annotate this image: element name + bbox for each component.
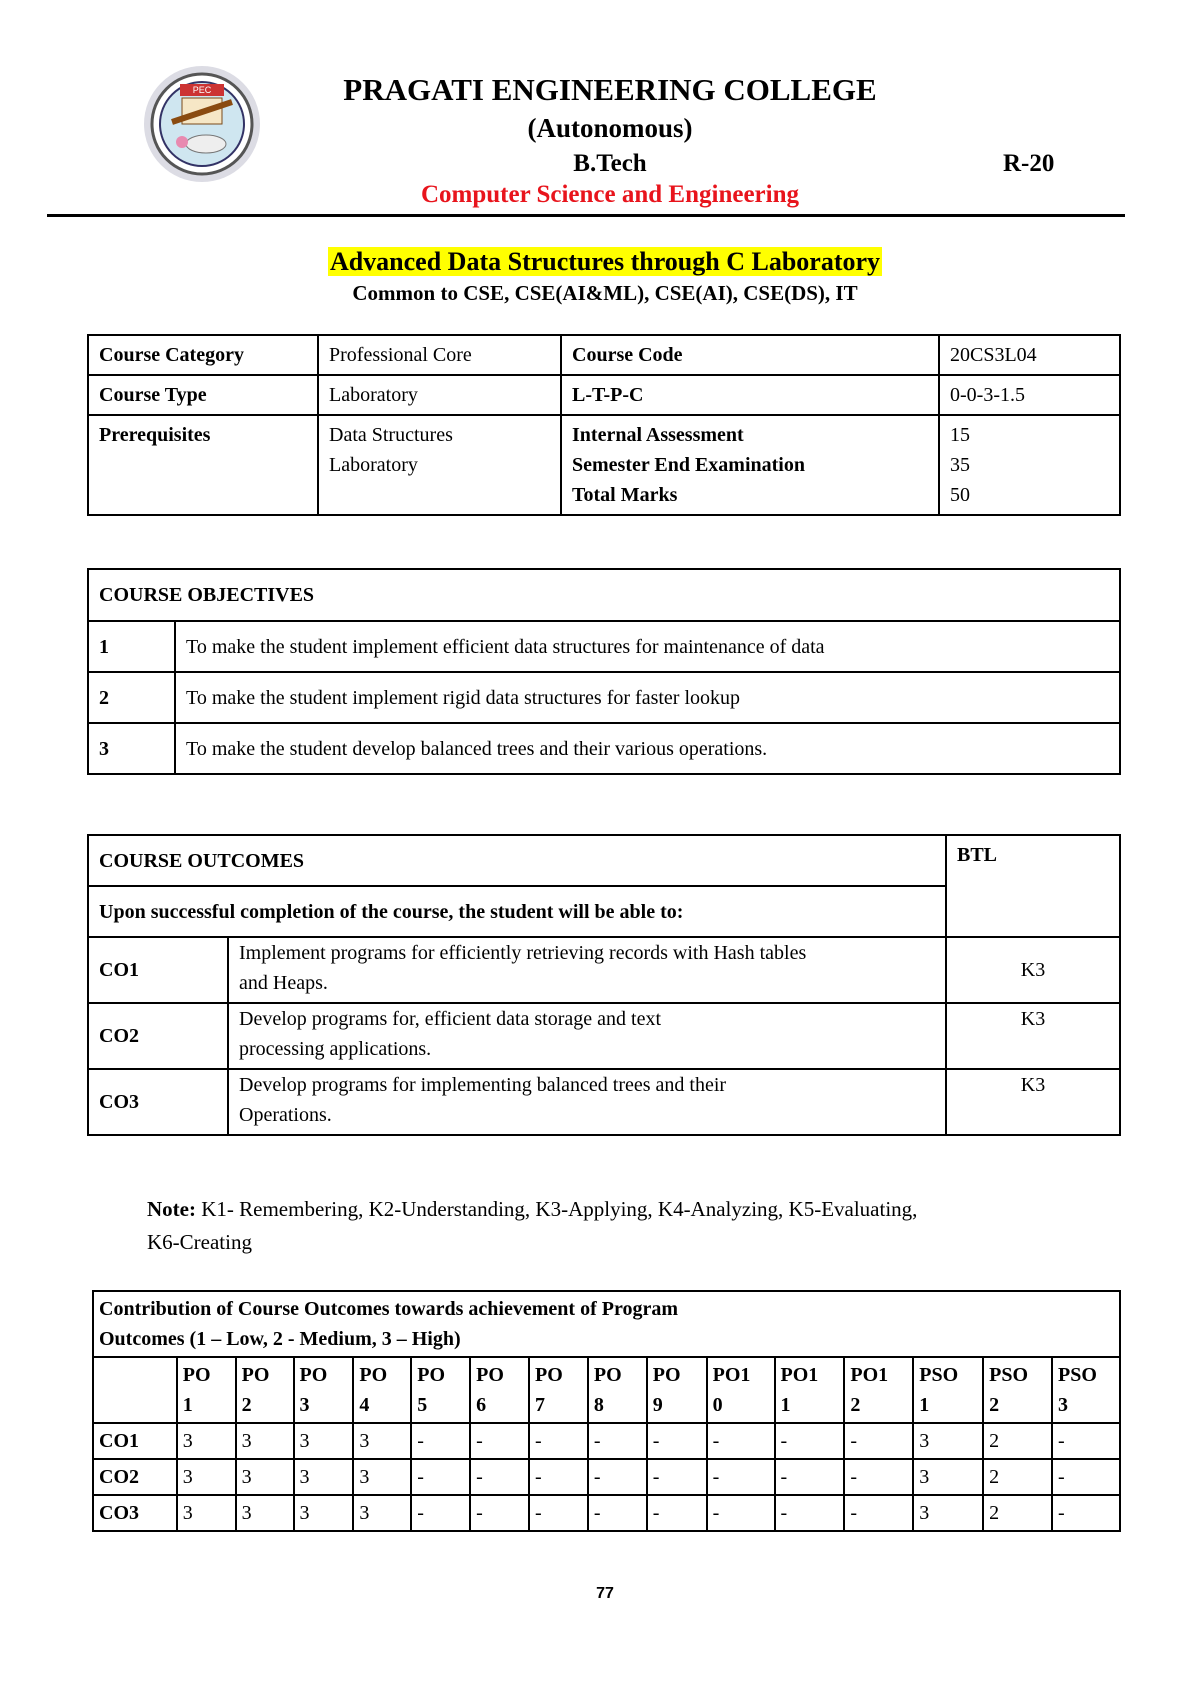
mapping-value: - [411,1495,470,1531]
po-column-header [983,1357,1052,1423]
objective-text: To make the student implement efficient data structures for maintenance of data [175,621,1120,672]
mapping-value: 3 [177,1423,236,1459]
mapping-value: - [588,1423,647,1459]
po-column-header [588,1357,647,1423]
mapping-value: 3 [353,1459,411,1495]
mapping-row [93,1459,1120,1495]
mapping-value: - [647,1459,707,1495]
mapping-row-id: CO3 [93,1495,177,1531]
mapping-value: - [1052,1495,1120,1531]
mapping-value: 3 [294,1423,354,1459]
po-header-line: PO [182,1364,211,1386]
outcome-btl: K3 [946,1069,1120,1135]
outcome-btl: K3 [946,1003,1120,1069]
mapping-value: - [1052,1423,1120,1459]
mapping-row-id: CO1 [93,1423,177,1459]
po-column-header [707,1357,775,1423]
outcome-line: Implement programs for efficiently retrieving records with Hash tables [239,942,807,964]
logo-text: PEC [192,85,212,95]
course-outcomes-table [87,834,1121,1136]
prerequisites-label: Prerequisites [88,415,318,515]
objective-number: 2 [88,672,175,723]
mapping-value: - [529,1423,588,1459]
objective-text: To make the student develop balanced trees and their various operations. [175,723,1120,774]
po-column-header [411,1357,470,1423]
total-value: 50 [950,484,970,506]
mapping-title-line: Outcomes (1 – Low, 2 - Medium, 3 – High) [99,1328,461,1350]
mapping-title [93,1291,1120,1357]
mapping-row [93,1423,1120,1459]
mapping-row [93,1495,1120,1531]
objective-number: 3 [88,723,175,774]
mapping-value: - [1052,1459,1120,1495]
mapping-value: - [529,1495,588,1531]
mapping-value: 3 [913,1423,983,1459]
mapping-value: 3 [236,1495,294,1531]
marks-values [939,415,1120,515]
mapping-value: 3 [913,1495,983,1531]
outcome-line: Develop programs for, efficient data storage and text [239,1008,662,1030]
outcome-text [228,937,946,1003]
college-logo [142,62,262,194]
mapping-value: 2 [983,1459,1052,1495]
corner-cell [93,1357,177,1423]
po-header-line: PO [417,1364,446,1386]
ltpc: 0-0-3-1.5 [939,375,1120,415]
po-header-line: 2 [241,1394,252,1416]
outcome-line: and Heaps. [239,972,328,994]
po-header-line: PO [593,1364,622,1386]
course-type-label: Course Type [88,375,318,415]
mapping-row-id: CO2 [93,1459,177,1495]
course-title: Advanced Data Structures through C Laboratory [329,247,881,276]
co-po-mapping-table [92,1290,1121,1532]
mapping-value: - [470,1459,529,1495]
po-header-line: 3 [1058,1394,1068,1416]
mapping-title-line: Contribution of Course Outcomes towards achievement of Program [99,1298,678,1320]
outcome-btl: K3 [946,937,1120,1003]
mapping-value: - [588,1495,647,1531]
po-header-line: PO1 [712,1364,751,1386]
ia-label: Internal Assessment [572,424,744,446]
mapping-value: - [707,1495,775,1531]
mapping-value: - [775,1495,845,1531]
po-header-line: 9 [652,1394,663,1416]
mapping-value: 2 [983,1423,1052,1459]
po-header-line: 1 [182,1394,193,1416]
course-objectives-table [87,568,1121,775]
po-header-line: 7 [535,1394,546,1416]
po-header-line: 6 [476,1394,487,1416]
mapping-value: - [707,1459,775,1495]
regulation: R-20 [1003,150,1055,177]
note-line1: K1- Remembering, K2-Understanding, K3-Applying, K4-Analyzing, K5-Evaluating, [195,1197,918,1221]
po-column-header [470,1357,529,1423]
mapping-value: - [775,1423,845,1459]
course-category: Professional Core [318,335,561,375]
po-header-line: 5 [417,1394,428,1416]
po-header-line: PSO [919,1364,959,1386]
mapping-value: 3 [177,1459,236,1495]
header-divider [47,214,1125,217]
prerequisite-line: Laboratory [329,454,418,476]
mapping-value: 3 [236,1459,294,1495]
mapping-value: - [844,1459,913,1495]
outcome-id: CO1 [88,937,228,1003]
objectives-heading: COURSE OBJECTIVES [88,569,1120,621]
mapping-value: - [411,1423,470,1459]
mapping-value: - [470,1423,529,1459]
po-column-header [844,1357,913,1423]
mapping-value: 3 [353,1423,411,1459]
total-label: Total Marks [572,484,678,506]
mapping-value: - [411,1459,470,1495]
po-column-header [177,1357,236,1423]
objective-number: 1 [88,621,175,672]
note-line2: K6-Creating [147,1230,252,1254]
po-header-line: PO1 [780,1364,819,1386]
po-column-header [1052,1357,1120,1423]
po-header-line: PO [241,1364,270,1386]
marks-labels [561,415,939,515]
po-column-header [913,1357,983,1423]
mapping-value: 3 [353,1495,411,1531]
ia-value: 15 [950,424,970,446]
prerequisites [318,415,561,515]
ltpc-label: L-T-P-C [561,375,939,415]
po-header-line: PO1 [850,1364,889,1386]
mapping-value: 3 [236,1423,294,1459]
outcome-id: CO3 [88,1069,228,1135]
mapping-value: - [775,1459,845,1495]
course-type: Laboratory [318,375,561,415]
btl-note [147,1193,1107,1259]
mapping-value: 3 [294,1459,354,1495]
mapping-value: - [588,1459,647,1495]
outcome-line: processing applications. [239,1038,432,1060]
mapping-value: - [529,1459,588,1495]
mapping-value: 3 [913,1459,983,1495]
course-code: 20CS3L04 [939,335,1120,375]
po-header-line: PO [652,1364,681,1386]
course-title-wrap [0,247,1200,277]
po-header-line: 2 [989,1394,1000,1416]
prerequisite-line: Data Structures [329,424,453,446]
po-column-header [647,1357,707,1423]
course-code-label: Course Code [561,335,939,375]
outcome-line: Operations. [239,1104,332,1126]
po-header-line: 1 [919,1394,930,1416]
po-header-line: PO [359,1364,388,1386]
common-to: Common to CSE, CSE(AI&ML), CSE(AI), CSE(DS), IT [352,281,858,305]
objective-text: To make the student implement rigid data structures for faster lookup [175,672,1120,723]
see-value: 35 [950,454,970,476]
course-info-table [87,334,1121,516]
mapping-value: 3 [294,1495,354,1531]
department-name: Computer Science and Engineering [420,181,799,208]
outcome-text [228,1003,946,1069]
po-header-line: PSO [1058,1364,1097,1386]
see-label: Semester End Examination [572,454,805,476]
mapping-value: 3 [177,1495,236,1531]
autonomous-status: (Autonomous) [527,113,693,143]
po-column-header [529,1357,588,1423]
outcomes-heading: COURSE OUTCOMES [88,835,946,886]
outcome-text [228,1069,946,1135]
po-header-line: 1 [780,1394,791,1416]
mapping-value: - [470,1495,529,1531]
note-label: Note: [147,1197,196,1221]
po-header-line: 2 [850,1394,861,1416]
btl-heading: BTL [946,835,1120,937]
mapping-value: - [647,1495,707,1531]
po-header-line: PO [535,1364,563,1386]
page-number: 77 [596,1585,614,1602]
po-column-header [236,1357,294,1423]
po-column-header [353,1357,411,1423]
mapping-value: - [647,1423,707,1459]
course-category-label: Course Category [88,335,318,375]
po-header-line: 0 [712,1394,723,1416]
po-header-line: 4 [359,1394,370,1416]
po-column-header [294,1357,354,1423]
mapping-value: - [707,1423,775,1459]
program-name: B.Tech [573,150,647,177]
po-header-line: 8 [593,1394,604,1416]
college-name: PRAGATI ENGINEERING COLLEGE [343,72,877,107]
po-header-line: 3 [299,1394,310,1416]
po-header-line: PSO [989,1364,1029,1386]
mapping-value: - [844,1495,913,1531]
outcome-line: Develop programs for implementing balanced trees and their [239,1074,727,1096]
outcome-id: CO2 [88,1003,228,1069]
po-header-line: PO [299,1364,328,1386]
po-header-line: PO [476,1364,504,1386]
po-column-header [775,1357,845,1423]
mapping-value: 2 [983,1495,1052,1531]
mapping-value: - [844,1423,913,1459]
outcomes-intro: Upon successful completion of the course, the student will be able to: [88,886,946,937]
